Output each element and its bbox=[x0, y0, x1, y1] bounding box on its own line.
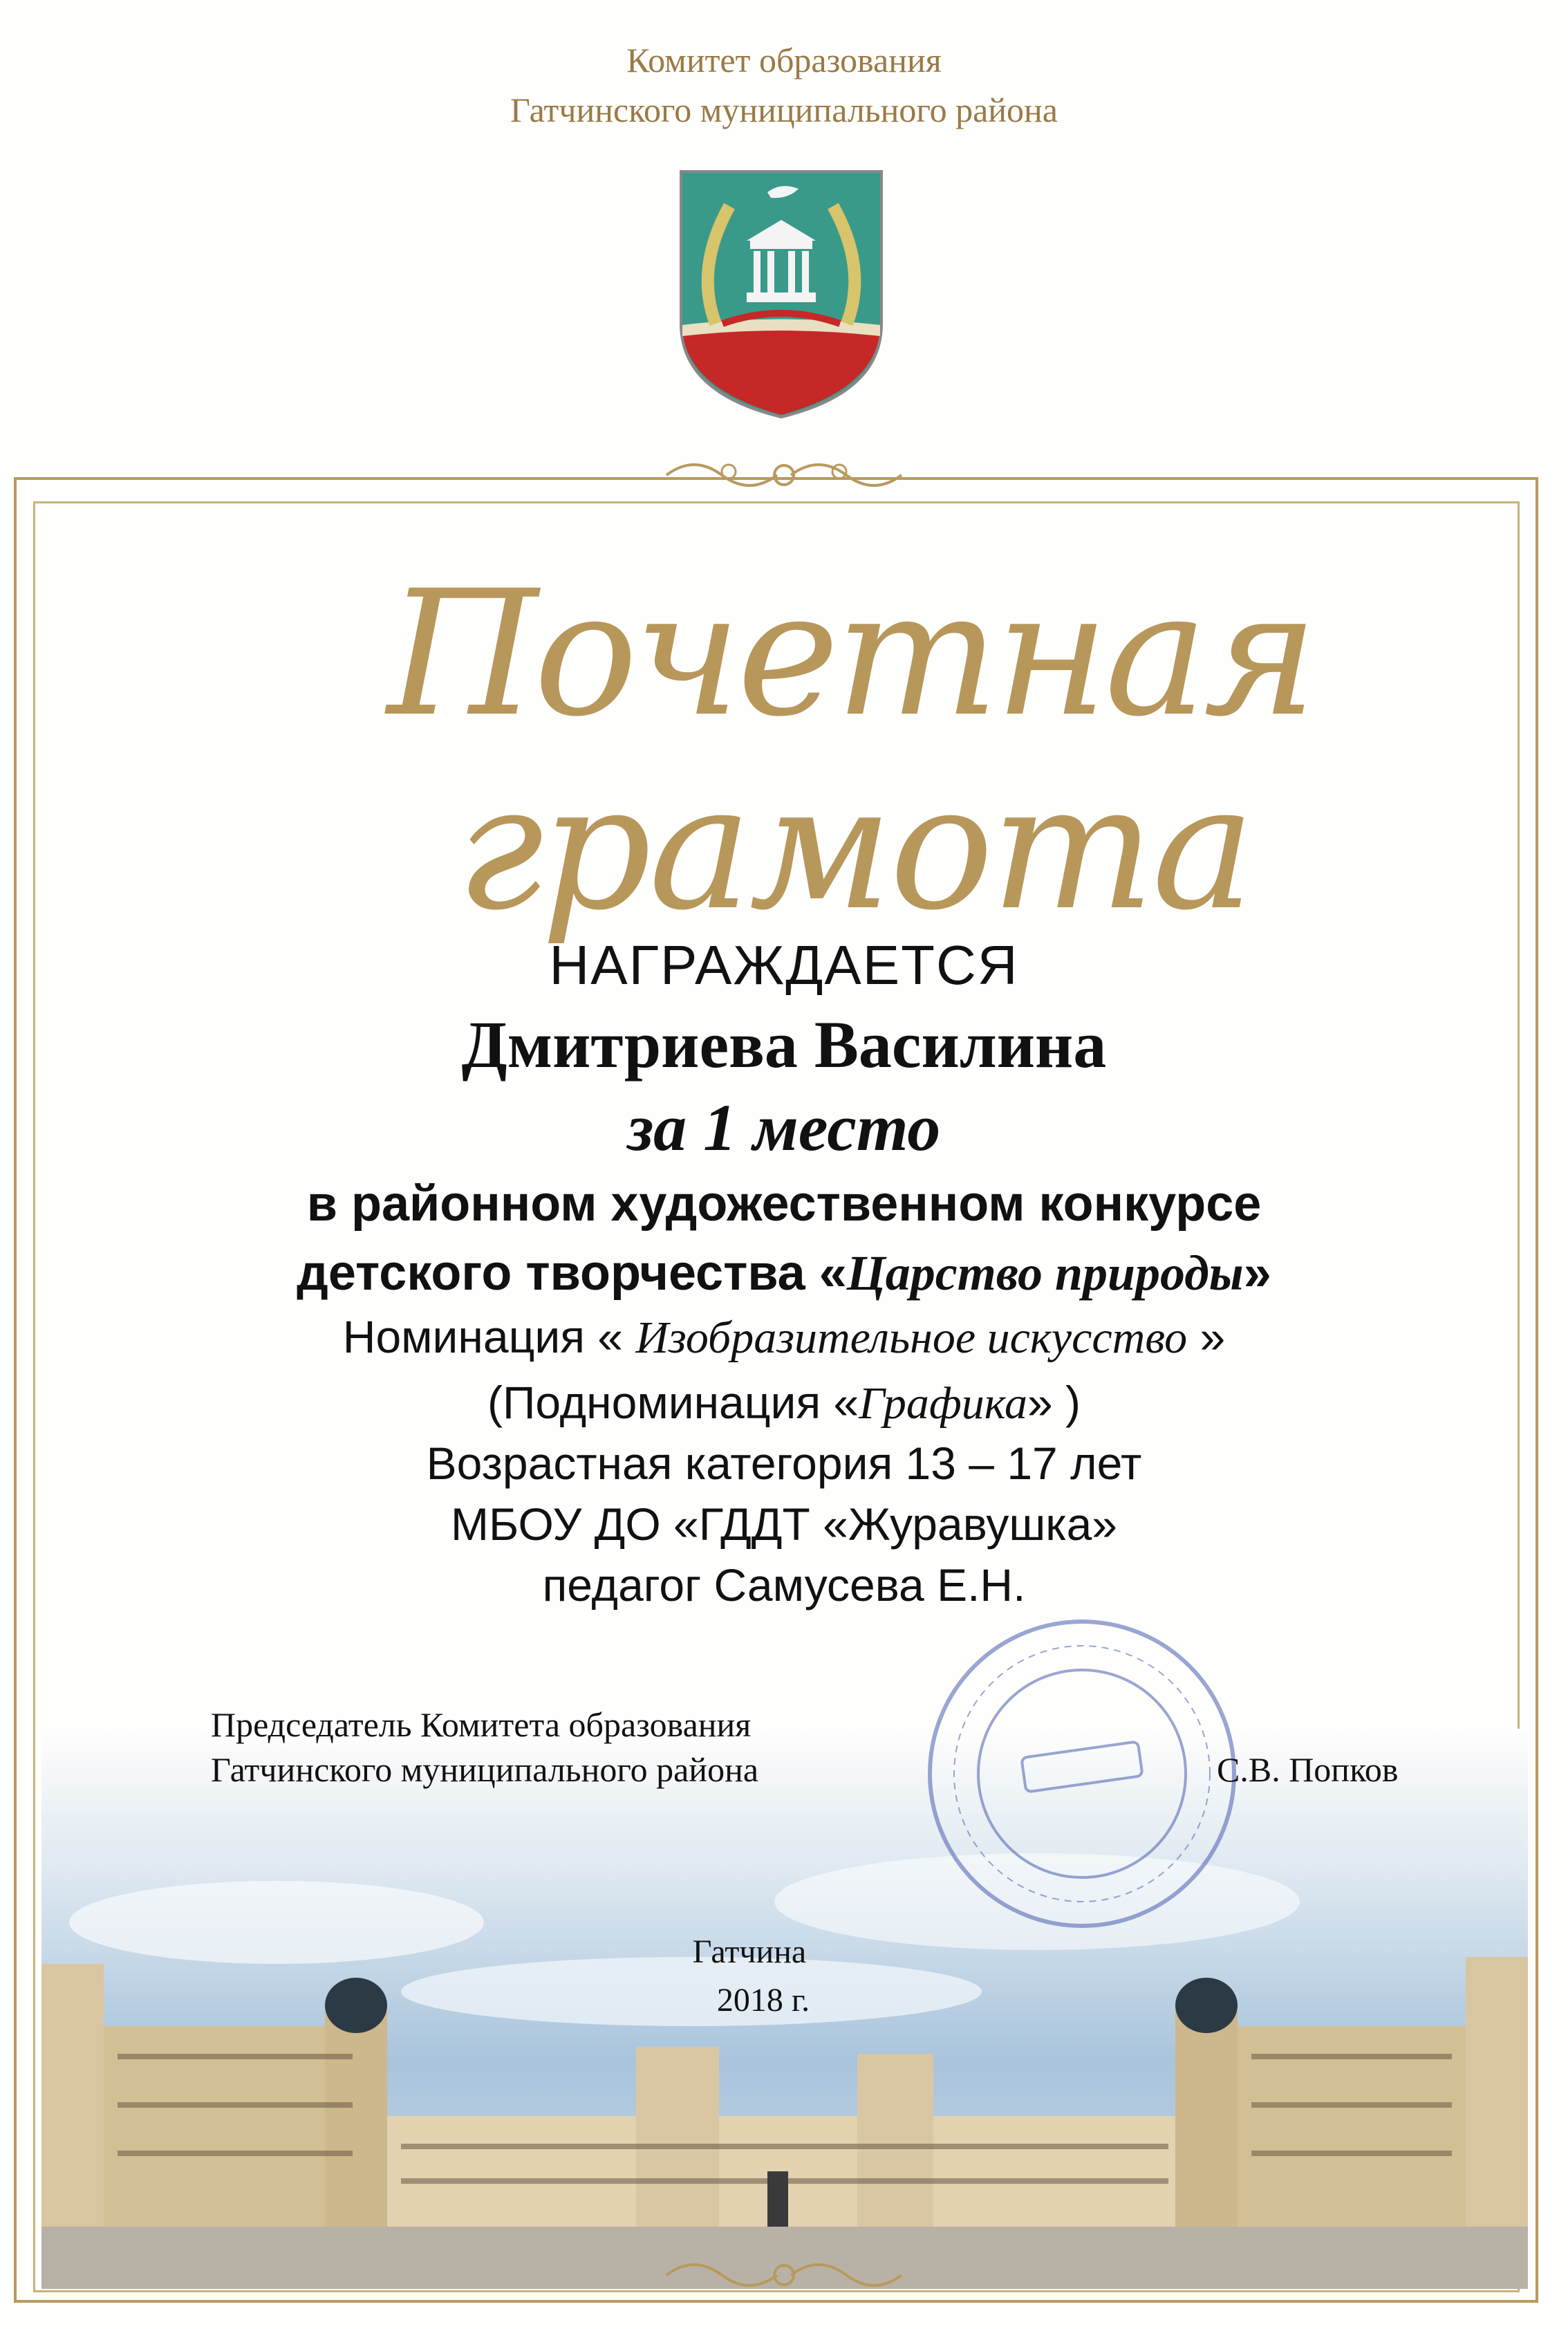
signer-name: С.В. Попков bbox=[1217, 1750, 1399, 1789]
signer-title-line-2: Гатчинского муниципального района bbox=[211, 1750, 759, 1789]
awarded-label: НАГРАЖДАЕТСЯ bbox=[549, 934, 1019, 996]
subnomination bbox=[0, 1376, 1568, 1430]
year: 2018 г. bbox=[716, 1982, 810, 2019]
signer-title-line-1: Председатель Комитета образования bbox=[211, 1705, 752, 1744]
title-line-1: Почетная bbox=[387, 553, 1314, 754]
subnomination-prefix: (Подноминация « bbox=[487, 1377, 859, 1428]
coat-of-arms-icon bbox=[674, 165, 888, 420]
nomination bbox=[0, 1310, 1568, 1364]
contest-prefix: детского творчества « bbox=[297, 1245, 847, 1301]
contest-line-2 bbox=[0, 1245, 1568, 1302]
nomination-name: Изобразительное искусство bbox=[635, 1312, 1188, 1363]
bottom-ornament-icon bbox=[653, 2251, 915, 2299]
nomination-prefix: Номинация « bbox=[342, 1311, 636, 1362]
contest-suffix: » bbox=[1243, 1245, 1271, 1301]
gatchina-palace-illustration bbox=[0, 1729, 1568, 2329]
title-line-2: грамота bbox=[456, 747, 1253, 948]
teacher: педагог Самусева Е.Н. bbox=[542, 1559, 1026, 1611]
issuer-line-1: Комитет образования bbox=[626, 41, 942, 80]
city: Гатчина bbox=[692, 1933, 807, 1970]
contest-name: Царство природы bbox=[846, 1245, 1244, 1301]
official-stamp-icon bbox=[920, 1611, 1244, 1936]
award-place: за 1 место bbox=[627, 1091, 941, 1164]
nomination-suffix: » bbox=[1187, 1311, 1226, 1362]
issuer-line-2: Гатчинского муниципального района bbox=[510, 91, 1058, 129]
subnomination-suffix: » ) bbox=[1027, 1377, 1081, 1428]
contest-line-1: в районном художественном конкурсе bbox=[306, 1176, 1262, 1232]
organization: МБОУ ДО «ГДДТ «Журавушка» bbox=[450, 1498, 1118, 1550]
age-category: Возрастная категория 13 – 17 лет bbox=[426, 1438, 1142, 1489]
recipient-name: Дмитриева Василина bbox=[461, 1008, 1107, 1082]
subnomination-name: Графика bbox=[859, 1378, 1027, 1429]
